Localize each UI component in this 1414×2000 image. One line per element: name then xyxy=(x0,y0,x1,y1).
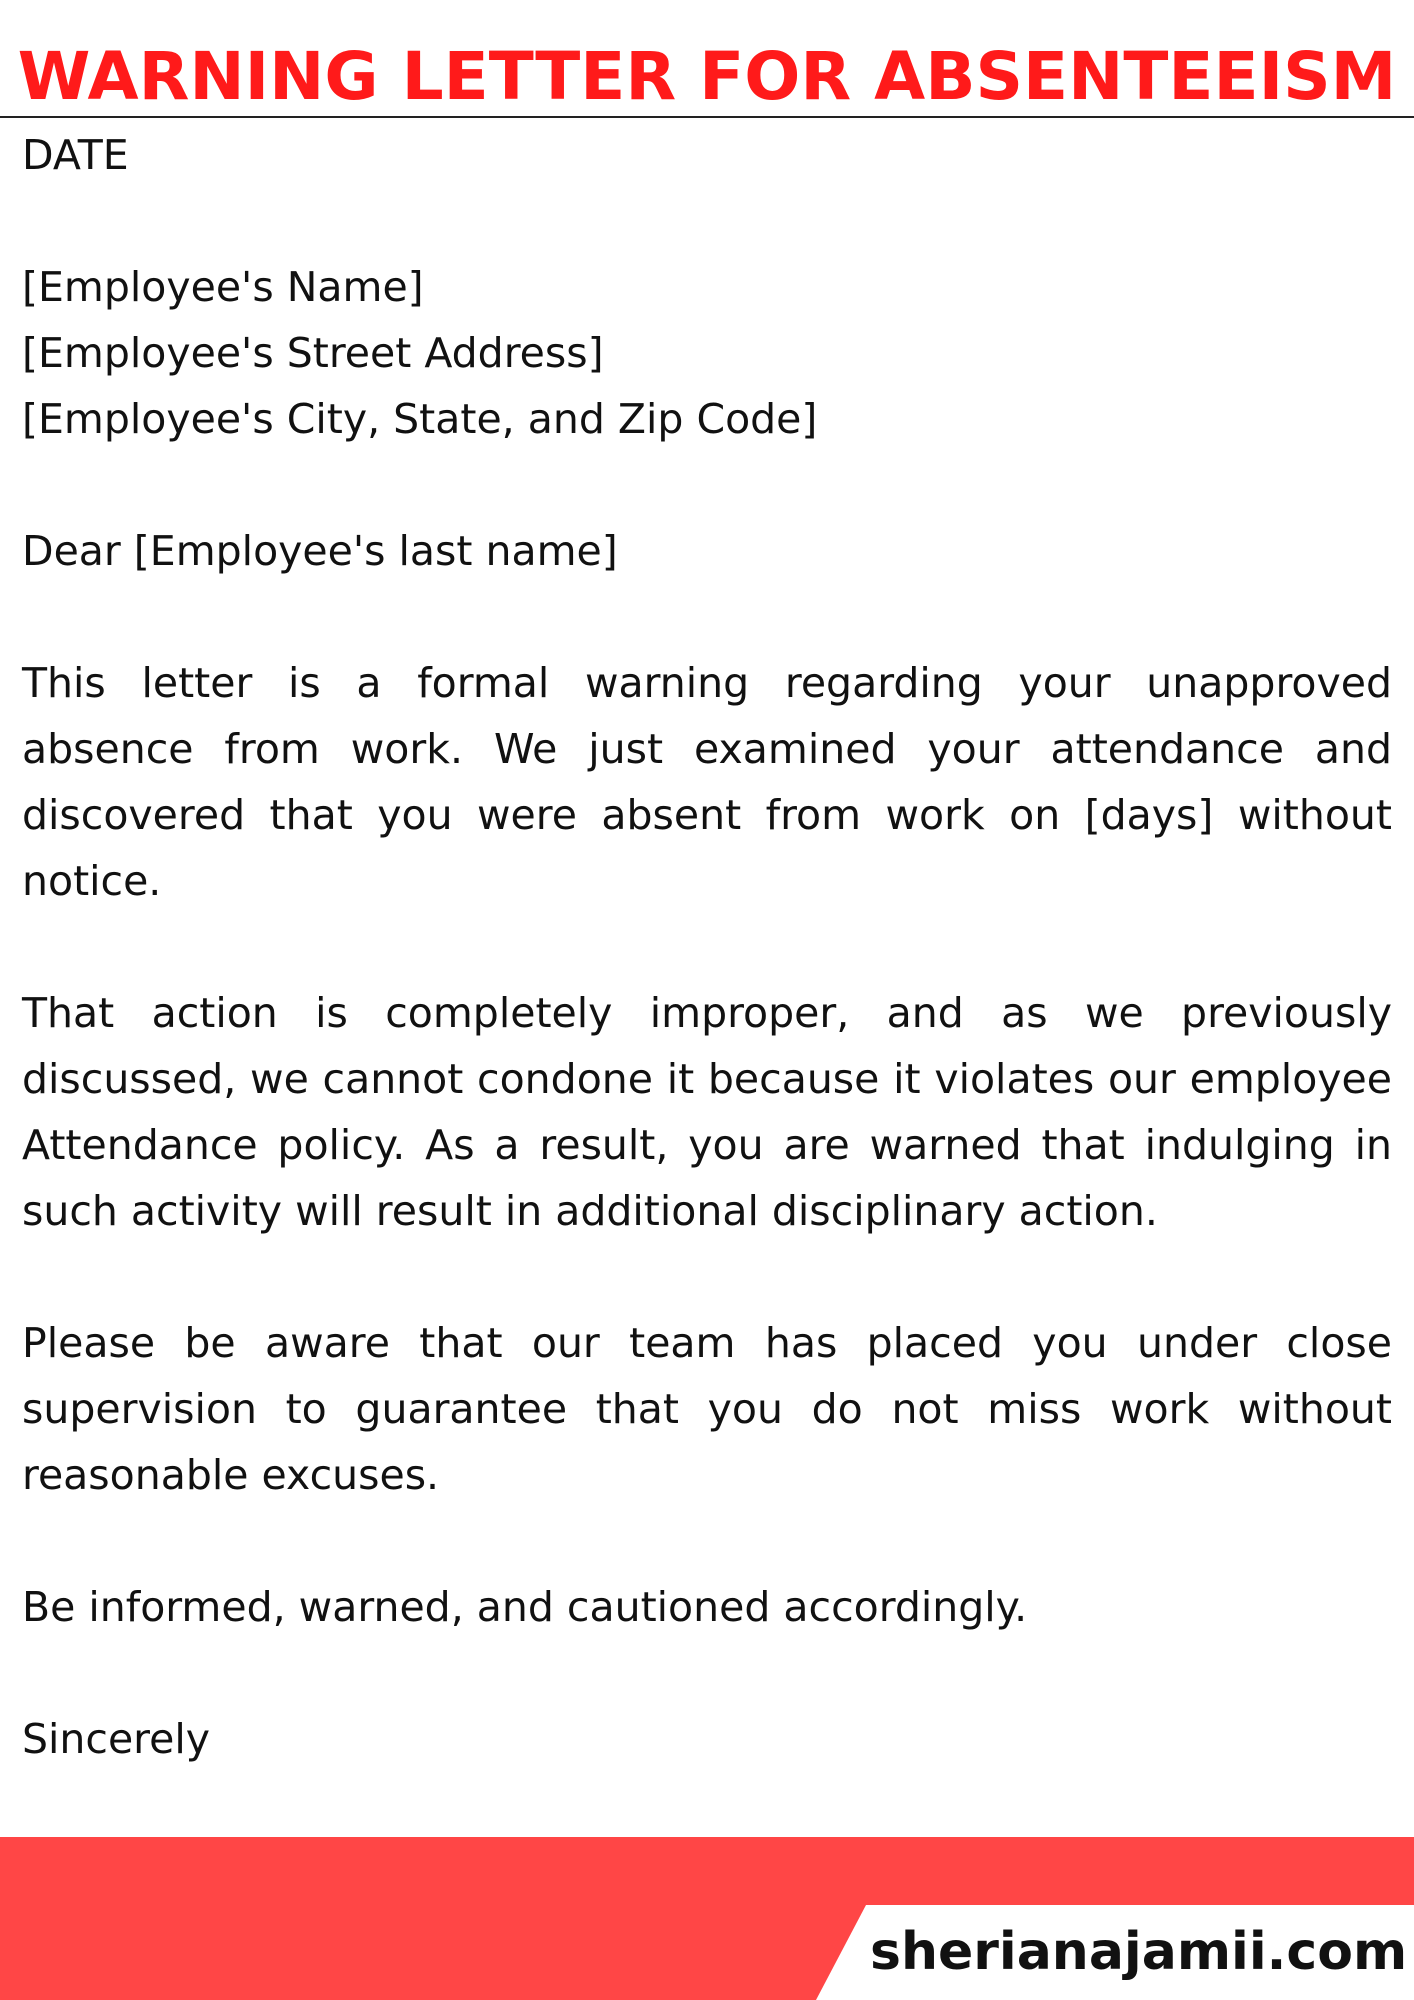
paragraph-supervision: Please be aware that our team has placed you under close supervision to guarantee that you do not miss work without reasonable excuses. xyxy=(22,1319,1392,1499)
recipient-address xyxy=(22,254,1392,452)
footer-website: sherianajamii.com xyxy=(870,1922,1408,1982)
letter-closing: Sincerely xyxy=(22,1715,211,1763)
letter-body xyxy=(22,122,1392,1838)
paragraph-warning: This letter is a formal warning regarding your unapproved absence from work. We just examined your attendance and discovered that you were absent from work on [days] without notice. xyxy=(22,659,1392,905)
letter-title: WARNING LETTER FOR ABSENTEEISM xyxy=(17,38,1397,115)
letter-date: DATE xyxy=(22,131,129,179)
letter-salutation: Dear [Employee's last name] xyxy=(22,527,618,575)
address-line-street: [Employee's Street Address] xyxy=(22,329,604,377)
paragraph-caution: Be informed, warned, and cautioned accordingly. xyxy=(22,1583,1028,1631)
paragraph-policy: That action is completely improper, and as we previously discussed, we cannot condone it because it violates our employee Attendance policy. As a result, you are warned that indulging in such activity will result in additional disciplinary action. xyxy=(22,989,1392,1235)
title-divider xyxy=(0,116,1414,118)
address-line-name: [Employee's Name] xyxy=(22,263,424,311)
address-line-city: [Employee's City, State, and Zip Code] xyxy=(22,395,818,443)
